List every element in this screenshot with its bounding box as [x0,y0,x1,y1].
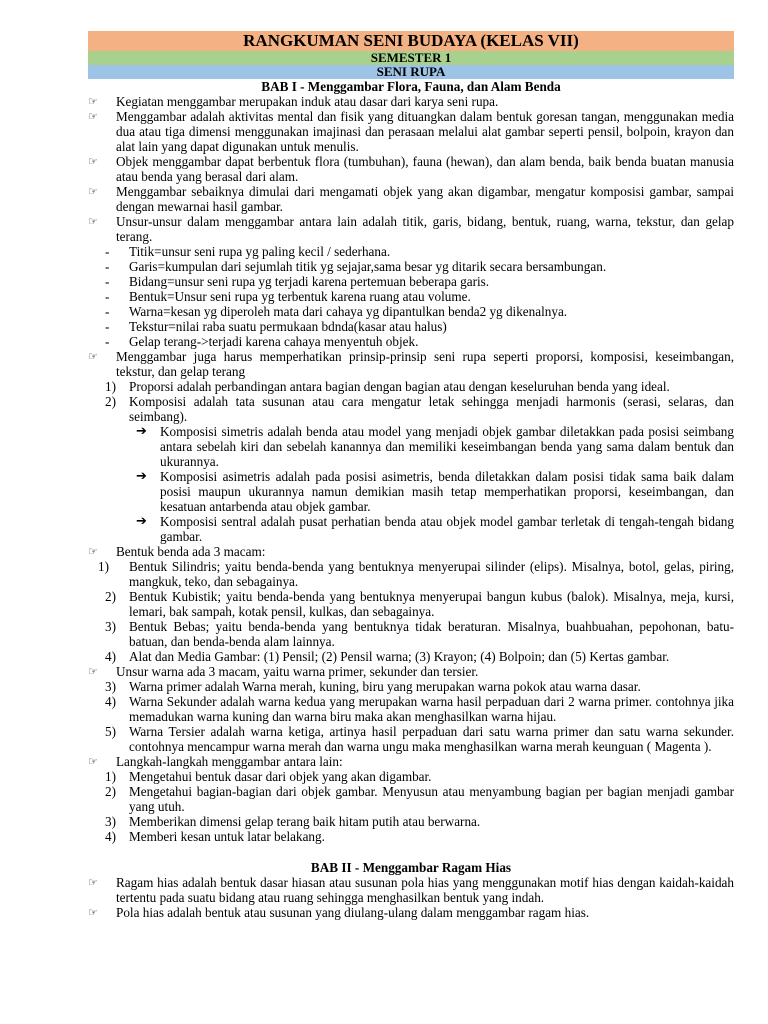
numbered-item: 1) Mengetahui bentuk dasar dari objek yang akan digambar. [105,769,432,784]
dash-item: - Titik=unsur seni rupa yg paling kecil / sederhana. [105,244,391,259]
spacer [88,844,734,860]
subject-label: SENI RUPA [88,65,734,79]
semester-label: SEMESTER 1 [88,51,734,65]
bullet-item: ☞ Pola hias adalah bentuk atau susunan yang diulang-ulang dalam menggambar ragam hias. [88,905,590,920]
pointing-hand-icon: ☞ [88,155,98,168]
bullet-item: ☞ Langkah-langkah menggambar antara lain: [88,754,343,769]
pointing-hand-icon: ☞ [88,185,98,198]
numbered-item: 2) Bentuk Kubistik; yaitu benda-benda yang bentuknya menyerupai bangun kubus (balok). Misalnya, meja, kursi, lemari, bak sampah, kotak pensil, kulkas, dan sebagainya. [105,589,734,619]
bullet-item: ☞ Unsur-unsur dalam menggambar antara lain adalah titik, garis, bidang, bentuk, ruang, warna, tekstur, dan gelap terang. [88,214,734,244]
bullet-item: ☞ Menggambar sebaiknya dimulai dari mengamati objek yang akan digambar, mengatur komposisi gambar, sampai dengan mewarnai hasil gambar. [88,184,734,214]
numbered-item: 1) Bentuk Silindris; yaitu benda-benda yang bentuknya menyerupai silinder (elips). Misalnya, botol, gelas, piring, mangkuk, teko, dan sebagainya. [98,559,734,589]
arrow-item: ➔ Komposisi simetris adalah benda atau model yang menjadi objek gambar diletakkan pada posisi seimbang antara sebelah kiri dan sebelah kanannya dan memiliki keseimbangan benda yang sama dalam bentuk dan ukurannya. [136,424,734,469]
bullet-item: ☞ Menggambar juga harus memperhatikan prinsip-prinsip seni rupa seperti proporsi, komposisi, keseimbangan, tekstur, dan gelap terang [88,349,734,379]
bab2-heading: BAB II - Menggambar Ragam Hias [310,860,512,875]
arrow-item: ➔ Komposisi sentral adalah pusat perhatian benda atau objek model gambar terletak di tengah-tengah bidang gambar. [136,514,734,544]
numbered-item: 4) Warna Sekunder adalah warna kedua yang merupakan warna hasil perpaduan dari 2 warna primer. contohnya jika memadukan warna kuning dan warna biru maka akan menghasilkan warna hijau. [105,694,734,724]
right-arrow-icon: ➔ [136,424,147,439]
dash-item: - Bentuk=Unsur seni rupa yg terbentuk karena ruang atau volume. [105,289,471,304]
dash-item: - Garis=kumpulan dari sejumlah titik yg sejajar,sama besar yg ditarik secara bersambungan. [105,259,607,274]
numbered-item: 2) Komposisi adalah tata susunan atau cara mengatur letak sehingga menjadi harmonis (serasi, selaras, dan seimbang). [105,394,734,424]
bullet-item: ☞ Bentuk benda ada 3 macam: [88,544,266,559]
right-arrow-icon: ➔ [136,514,147,529]
pointing-hand-icon: ☞ [88,545,98,558]
dash-item: - Bidang=unsur seni rupa yg terjadi karena pertemuan beberapa garis. [105,274,490,289]
numbered-item: 5) Warna Tersier adalah warna ketiga, artinya hasil perpaduan dari satu warna primer dan satu warna sekunder. contohnya mencampur warna merah dan warna ungu maka menghasilkan warna merah keunguan ( Magenta ). [105,724,734,754]
dash-item: - Tekstur=nilai raba suatu permukaan bdnda(kasar atau halus) [105,319,447,334]
pointing-hand-icon: ☞ [88,95,98,108]
numbered-item: 3) Bentuk Bebas; yaitu benda-benda yang bentuknya tidak beraturan. Misalnya, buahbuahan, pepohonan, batu-batuan, dan benda-benda alam lainnya. [105,619,734,649]
pointing-hand-icon: ☞ [88,876,98,889]
bullet-item: ☞ Ragam hias adalah bentuk dasar hiasan atau susunan pola hias yang menggunakan motif hias dengan kaidah-kaidah tertentu pada suatu bidang atau ruang sehingga menghasilkan bentuk yang indah. [88,875,734,905]
pointing-hand-icon: ☞ [88,110,98,123]
right-arrow-icon: ➔ [136,469,147,484]
pointing-hand-icon: ☞ [88,350,98,363]
bullet-item: ☞ Kegiatan menggambar merupakan induk atau dasar dari karya seni rupa. [88,94,499,109]
numbered-item: 1) Proporsi adalah perbandingan antara bagian dengan bagian atau dengan keseluruhan benda yang ideal. [105,379,670,394]
document-title: RANGKUMAN SENI BUDAYA (KELAS VII) [88,31,734,51]
bullet-item: ☞ Unsur warna ada 3 macam, yaitu warna primer, sekunder dan tersier. [88,664,479,679]
numbered-item: 3) Memberikan dimensi gelap terang baik hitam putih atau berwarna. [105,814,481,829]
document-page [88,31,734,920]
numbered-item: 2) Mengetahui bagian-bagian dari objek gambar. Menyusun atau menyambung bagian per bagian menjadi gambar yang utuh. [105,784,734,814]
arrow-item: ➔ Komposisi asimetris adalah pada posisi asimetris, benda diletakkan dalam posisi tidak sama baik dalam posisi maupun ukurannya namun demikian masih tetap memperhatikan proporsi, keseimbangan, dan kesatuan antarbenda atau objek gambar. [136,469,734,514]
numbered-item: 4) Memberi kesan untuk latar belakang. [105,829,325,844]
pointing-hand-icon: ☞ [88,906,98,919]
bullet-item: ☞ Objek menggambar dapat berbentuk flora (tumbuhan), fauna (hewan), dan alam benda, baik benda buatan manusia atau benda yang berasal dari alam. [88,154,734,184]
pointing-hand-icon: ☞ [88,755,98,768]
dash-item: - Gelap terang->terjadi karena cahaya menyentuh objek. [105,334,419,349]
dash-item: - Warna=kesan yg diperoleh mata dari cahaya yg dipantulkan benda2 yg dikenalnya. [105,304,568,319]
numbered-item: 3) Warna primer adalah Warna merah, kuning, biru yang merupakan warna pokok atau warna dasar. [105,679,641,694]
bullet-item: ☞ Menggambar adalah aktivitas mental dan fisik yang dituangkan dalam bentuk goresan tangan, menggunakan media dua atau tiga dimensi menggunakan imajinasi dan perasaan melalui alat gambar seperti pensil, bolpoin, krayon dan alat lain yang dapat digunakan untuk menulis. [88,109,734,154]
pointing-hand-icon: ☞ [88,215,98,228]
numbered-item: 4) Alat dan Media Gambar: (1) Pensil; (2) Pensil warna; (3) Krayon; (4) Bolpoin; dan (5) Kertas gambar. [105,649,670,664]
pointing-hand-icon: ☞ [88,665,98,678]
bab1-heading: BAB I - Menggambar Flora, Fauna, dan Alam Benda [261,79,561,94]
